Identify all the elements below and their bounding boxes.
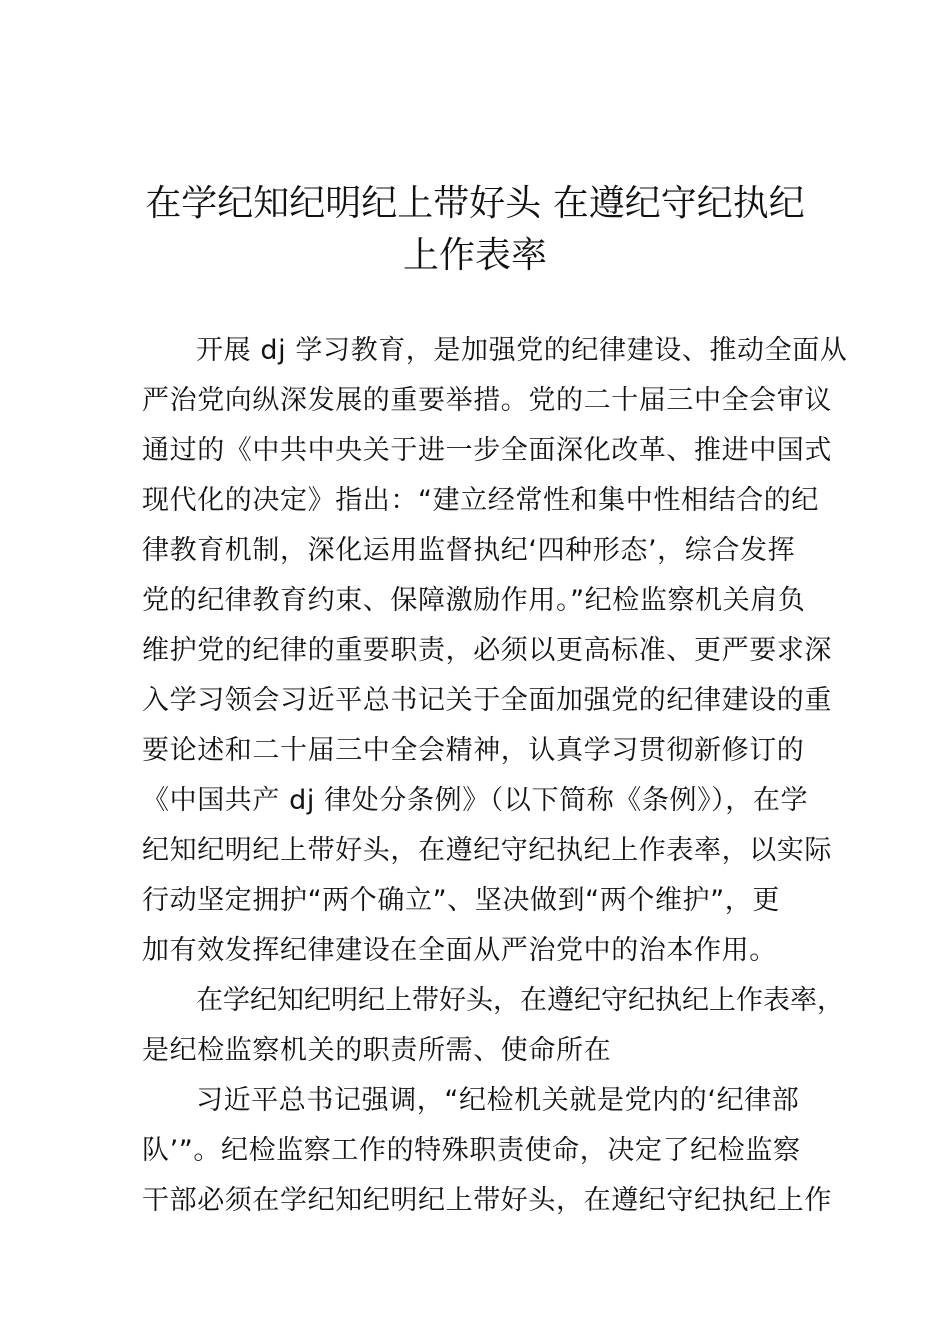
document-body: [142, 326, 848, 1226]
body-line: 纪知纪明纪上带好头，在遵纪守纪执纪上作表率，以实际: [142, 835, 832, 866]
title-line-1: 在学纪知纪明纪上带好头 在遵纪守纪执纪: [145, 183, 805, 224]
body-line: 党的纪律教育约束、保障激励作用。”纪检监察机关肩负: [142, 585, 806, 616]
section-heading-line: 在学纪知纪明纪上带好头，在遵纪守纪执纪上作表率，: [196, 985, 844, 1016]
body-line: 入学习领会习近平总书记关于全面加强党的纪律建设的重: [142, 685, 832, 716]
body-line: 开展 dj 学习教育，是加强党的纪律建设、推动全面从: [196, 335, 848, 366]
body-line: 《中国共产 dj 律处分条例》（以下简称《条例》），在学: [142, 785, 809, 816]
title-line-2: 上作表率: [402, 235, 547, 276]
body-line: 严治党向纵深发展的重要举措。党的二十届三中全会审议: [142, 385, 832, 416]
body-line: 队’”。纪检监察工作的特殊职责使命，决定了纪检监察: [142, 1135, 801, 1166]
body-line: 通过的《中共中央关于进一步全面深化改革、推进中国式: [142, 435, 832, 466]
body-line: 干部必须在学纪知纪明纪上带好头，在遵纪守纪执纪上作: [142, 1185, 832, 1216]
body-line: 律教育机制，深化运用监督执纪‘四种形态’，综合发挥: [142, 535, 796, 566]
body-line: 行动坚定拥护“两个确立”、坚决做到“两个维护”，更: [142, 885, 780, 916]
body-line: 习近平总书记强调，“纪检机关就是党内的‘纪律部: [196, 1085, 800, 1116]
body-line: 现代化的决定》指出：“建立经常性和集中性相结合的纪: [142, 485, 819, 516]
section-heading-line: 是纪检监察机关的职责所需、使命所在: [142, 1035, 612, 1066]
body-line: 要论述和二十届三中全会精神，认真学习贯彻新修订的: [142, 735, 805, 766]
body-line: 加有效发挥纪律建设在全面从严治党中的治本作用。: [142, 935, 777, 966]
document-title: [120, 178, 830, 282]
body-line: 维护党的纪律的重要职责，必须以更高标准、更严要求深: [142, 635, 832, 666]
